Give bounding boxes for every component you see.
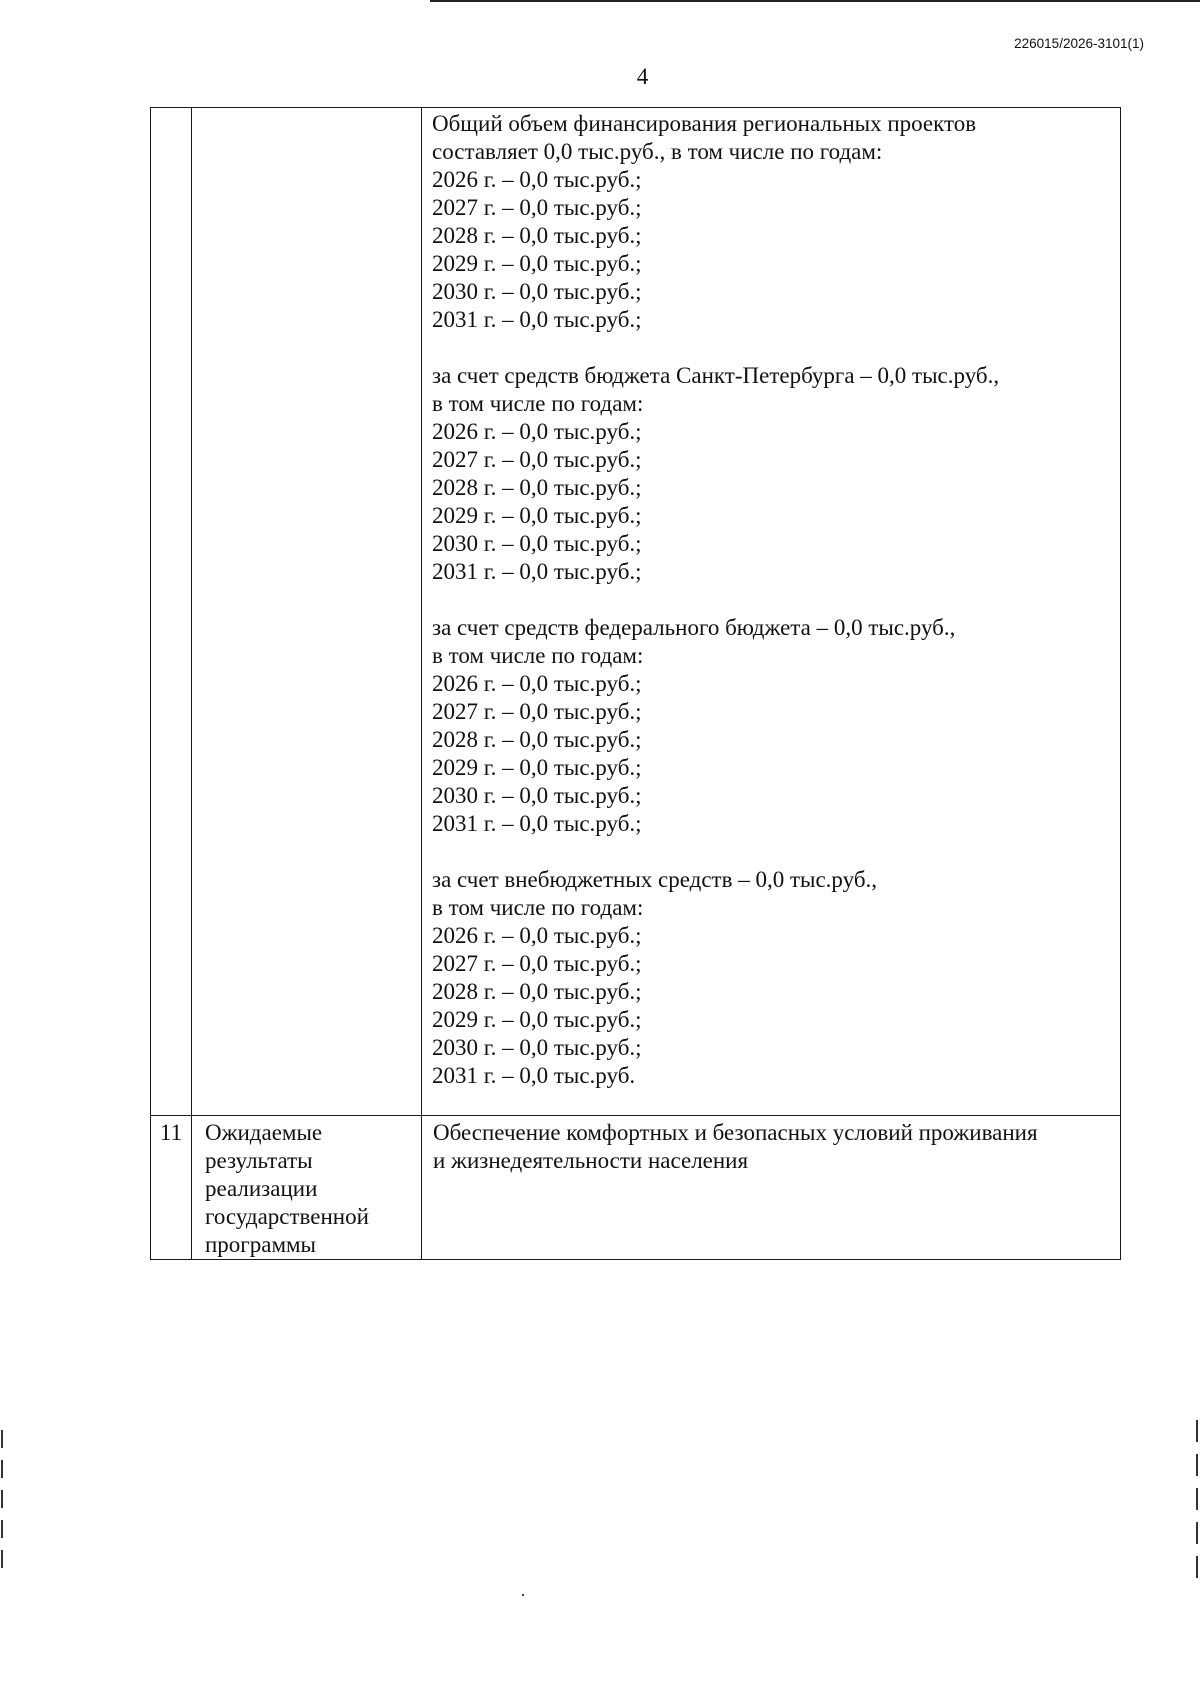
funding-line: 2031 г. – 0,0 тыс.руб.; <box>432 307 642 332</box>
funding-line: 2028 г. – 0,0 тыс.руб.; <box>432 979 642 1004</box>
funding-line: составляет 0,0 тыс.руб., в том числе по годам: <box>432 139 883 164</box>
item-value-line: и жизнедеятельности населения <box>433 1148 749 1173</box>
funding-line: 2030 г. – 0,0 тыс.руб.; <box>432 531 642 556</box>
blank-line <box>432 586 1120 614</box>
scan-edge-mark-right <box>1196 1420 1198 1580</box>
funding-name-cell <box>192 108 422 1116</box>
page-number: 4 <box>636 64 649 89</box>
table-row-funding <box>151 108 1121 1116</box>
blank-line <box>432 838 1120 866</box>
table-row-results <box>151 1116 1121 1260</box>
funding-line: 2027 г. – 0,0 тыс.руб.; <box>432 447 642 472</box>
scan-speck <box>522 1594 524 1596</box>
funding-line: 2027 г. – 0,0 тыс.руб.; <box>432 951 642 976</box>
funding-line: 2030 г. – 0,0 тыс.руб.; <box>432 783 642 808</box>
funding-line: 2030 г. – 0,0 тыс.руб.; <box>432 1035 642 1060</box>
funding-line: 2027 г. – 0,0 тыс.руб.; <box>432 699 642 724</box>
funding-line: 2028 г. – 0,0 тыс.руб.; <box>432 223 642 248</box>
funding-line: 2029 г. – 0,0 тыс.руб.; <box>432 1007 642 1032</box>
funding-line: 2029 г. – 0,0 тыс.руб.; <box>432 503 642 528</box>
program-passport-table <box>150 107 1121 1260</box>
funding-line: 2029 г. – 0,0 тыс.руб.; <box>432 251 642 276</box>
results-name-cell <box>192 1116 422 1260</box>
funding-line: 2031 г. – 0,0 тыс.руб.; <box>432 559 642 584</box>
document-code: 226015/2026-3101(1) <box>1014 36 1144 51</box>
item-name-line: государственной <box>205 1204 369 1229</box>
funding-line: Общий объем финансирования региональных проектов <box>432 111 977 136</box>
funding-number-cell <box>151 108 192 1116</box>
funding-line: 2031 г. – 0,0 тыс.руб. <box>432 1063 636 1088</box>
item-name-line: Ожидаемые <box>205 1120 323 1145</box>
funding-value-cell <box>422 108 1121 1116</box>
item-value-line: Обеспечение комфортных и безопасных условий проживания <box>433 1120 1038 1145</box>
funding-line: 2026 г. – 0,0 тыс.руб.; <box>432 923 642 948</box>
funding-line: за счет средств бюджета Санкт-Петербурга – 0,0 тыс.руб., <box>432 363 1000 388</box>
item-name-line: реализации <box>205 1176 318 1201</box>
results-value-cell <box>422 1116 1121 1260</box>
funding-line: за счет внебюджетных средств – 0,0 тыс.руб., <box>432 867 878 892</box>
funding-line: 2030 г. – 0,0 тыс.руб.; <box>432 279 642 304</box>
funding-line: в том числе по годам: <box>432 643 644 668</box>
item-name <box>192 1116 421 1259</box>
blank-line <box>432 334 1120 362</box>
item-number: 11 <box>159 1120 183 1145</box>
funding-line: 2027 г. – 0,0 тыс.руб.; <box>432 195 642 220</box>
funding-line: в том числе по годам: <box>432 391 644 416</box>
funding-line: 2028 г. – 0,0 тыс.руб.; <box>432 475 642 500</box>
funding-line: 2029 г. – 0,0 тыс.руб.; <box>432 755 642 780</box>
item-name-line: программы <box>205 1232 317 1257</box>
funding-line: 2026 г. – 0,0 тыс.руб.; <box>432 671 642 696</box>
scan-edge-mark-left <box>1 1430 3 1570</box>
funding-line: 2031 г. – 0,0 тыс.руб.; <box>432 811 642 836</box>
funding-lines <box>422 108 1120 1090</box>
scan-top-edge <box>430 0 1200 2</box>
item-name-line: результаты <box>205 1148 313 1173</box>
funding-line: за счет средств федерального бюджета – 0,0 тыс.руб., <box>432 615 956 640</box>
funding-line: 2026 г. – 0,0 тыс.руб.; <box>432 419 642 444</box>
item-value <box>422 1116 1120 1175</box>
results-number-cell <box>151 1116 192 1260</box>
funding-line: 2028 г. – 0,0 тыс.руб.; <box>432 727 642 752</box>
funding-line: 2026 г. – 0,0 тыс.руб.; <box>432 167 642 192</box>
funding-line: в том числе по годам: <box>432 895 644 920</box>
